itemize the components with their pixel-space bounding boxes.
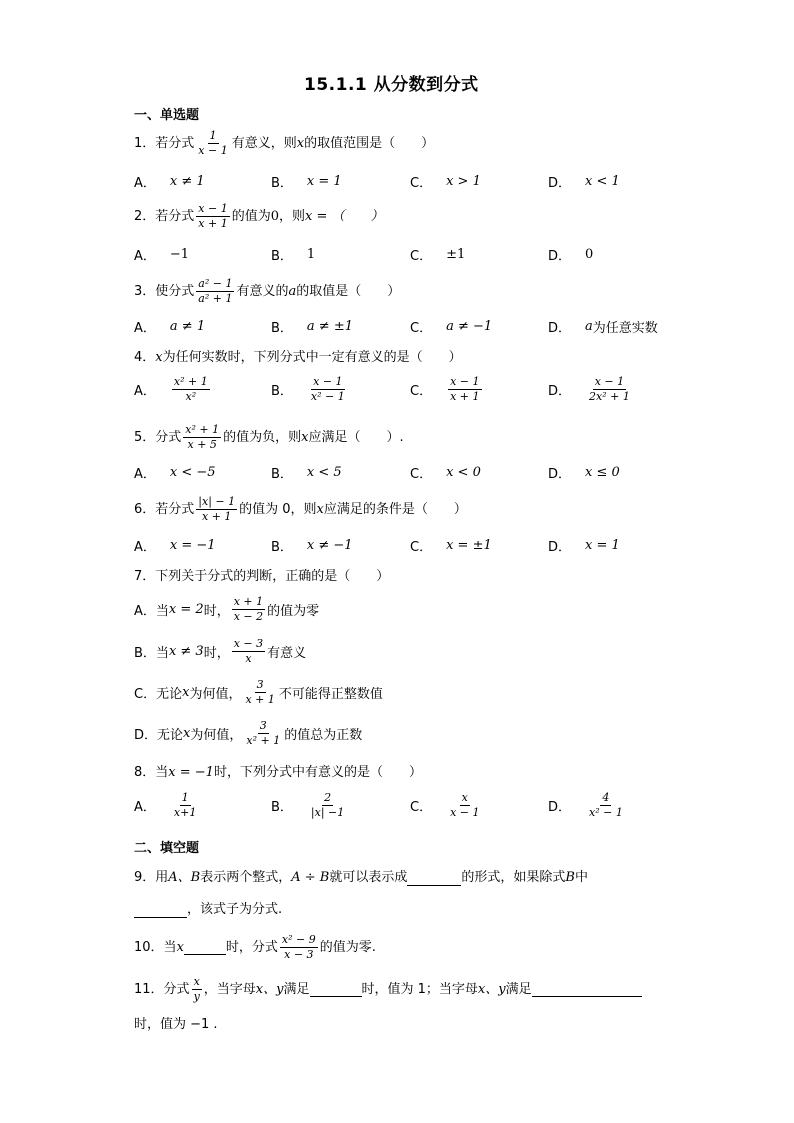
option-label: D． [548, 467, 572, 482]
option-d[interactable] [548, 536, 620, 555]
option-label: A． [134, 249, 156, 264]
option-label: D． [548, 800, 572, 815]
option-label: D． [548, 176, 572, 191]
option-text: x ≠ 1 [169, 174, 205, 189]
option-text: a ≠ ±1 [306, 319, 353, 334]
fraction [587, 792, 625, 819]
condition: x ≠ 3 [168, 644, 204, 659]
option-text: 有意义 [267, 646, 307, 661]
question-text: 时，分式 [225, 939, 278, 955]
question-text: 当 [155, 765, 169, 780]
option-d[interactable] [548, 376, 634, 403]
option-text: 当 [155, 646, 169, 661]
fraction-numerator: 3 [259, 719, 267, 732]
option-d[interactable] [548, 172, 620, 191]
section-heading-fill-blank: 二、填空题 [134, 841, 200, 856]
fraction-numerator: x − 3 [233, 637, 264, 650]
question-number: 4． [134, 350, 156, 365]
question-text: 时，下列分式中有意义的是（ ） [213, 765, 422, 780]
variable: x [176, 939, 184, 955]
variable: a [288, 283, 297, 299]
question-11-line-2 [134, 1015, 218, 1035]
fraction-denominator: x − 2 [233, 610, 264, 623]
option-text: 无论 [156, 687, 183, 702]
option-label: B． [271, 176, 293, 191]
variable: x [301, 429, 309, 445]
fraction-numerator: x + 1 [233, 595, 264, 608]
fraction [172, 792, 198, 819]
question-text: 使分式 [155, 283, 195, 299]
option-label: B． [271, 249, 293, 264]
option-text: x < 0 [446, 465, 481, 480]
question-text: 的值为零. [319, 939, 376, 955]
fraction-numerator: 2 [324, 791, 332, 804]
option-a[interactable] [134, 172, 205, 191]
option-text: x > 1 [446, 174, 481, 189]
option-label: A． [134, 800, 156, 815]
fraction-denominator: |x| −1 [310, 806, 345, 819]
option-text: 1 [306, 247, 316, 262]
question-number: 8． [134, 765, 156, 780]
option-label: A． [134, 176, 156, 191]
answer-blank[interactable] [310, 982, 362, 997]
option-label: A． [134, 540, 156, 555]
option-text: a ≠ 1 [169, 319, 206, 334]
option-b[interactable] [271, 172, 342, 191]
option-text: −1 [169, 247, 190, 262]
question-text: ，当字母 [203, 981, 256, 997]
option-c[interactable] [410, 376, 484, 403]
question-text: 的值为 [231, 208, 271, 224]
fraction-numerator: a² − 1 [198, 277, 233, 290]
answer-blank[interactable] [532, 982, 642, 997]
fraction [309, 376, 347, 403]
option-text: a ≠ −1 [446, 319, 493, 334]
option-text: x ≠ −1 [306, 538, 353, 553]
fraction-numerator: 1 [209, 129, 217, 142]
question-text: 若分式 [155, 208, 195, 224]
question-5 [134, 424, 404, 451]
question-text: 有意义，则 [231, 135, 297, 151]
fraction-denominator: x + 1 [245, 693, 275, 706]
fraction [192, 976, 202, 1003]
fraction-denominator: x + 1 [202, 510, 232, 523]
option-text: 为何值， [190, 728, 243, 743]
option-text: x < 5 [306, 465, 342, 480]
option-b[interactable] [271, 317, 353, 336]
option-text: ±1 [446, 247, 466, 262]
page-title: 15.1.1 从分数到分式 [304, 75, 479, 95]
fraction-numerator: x [461, 791, 468, 804]
fraction [448, 376, 481, 403]
option-b[interactable] [271, 245, 315, 264]
option-text: x = −1 [169, 538, 216, 553]
option-text: x ≤ 0 [585, 465, 620, 480]
option-text: 时， [203, 646, 230, 661]
option-a[interactable] [134, 376, 212, 403]
option-a[interactable] [134, 596, 319, 623]
option-label: A． [134, 467, 156, 482]
fraction-denominator: x² − 1 [589, 806, 623, 819]
fraction [448, 792, 481, 819]
question-number: 11． [134, 981, 164, 997]
question-text: 的取值是（ ） [296, 283, 401, 299]
option-label: C． [410, 249, 433, 264]
option-c[interactable] [410, 463, 481, 482]
question-2 [134, 203, 384, 230]
question-3 [134, 278, 400, 305]
question-text: 就可以表示成 [329, 870, 408, 885]
option-label: A． [134, 321, 156, 336]
question-text: x = （ ） [305, 208, 384, 224]
option-label: C． [410, 467, 433, 482]
option-text: 无论 [157, 728, 184, 743]
question-9 [134, 868, 588, 888]
question-number: 1． [134, 135, 156, 151]
fraction [244, 720, 282, 747]
fraction-denominator: x − 1 [198, 144, 228, 157]
answer-blank[interactable] [134, 903, 187, 918]
fraction-denominator: y [193, 990, 200, 1003]
variable: x、y [477, 981, 506, 997]
question-text: 满足 [283, 981, 310, 997]
question-text: 用 [155, 870, 169, 885]
fraction [243, 679, 276, 706]
option-c[interactable] [410, 536, 492, 555]
question-10 [134, 934, 376, 961]
option-label: B． [271, 384, 293, 399]
condition: x [183, 726, 191, 741]
fraction-denominator: x [245, 652, 252, 665]
option-label: B． [271, 540, 293, 555]
option-a[interactable] [134, 463, 216, 482]
fraction-denominator: x+1 [173, 806, 197, 819]
option-b[interactable] [271, 376, 349, 403]
question-number: 3． [134, 283, 156, 299]
option-label: C． [410, 800, 433, 815]
fraction [196, 203, 229, 230]
question-6 [134, 496, 467, 523]
fraction-denominator: x + 1 [450, 390, 480, 403]
option-text: 0 [585, 247, 594, 262]
option-label: D． [548, 249, 572, 264]
option-d[interactable] [548, 245, 593, 264]
option-label: C． [410, 384, 433, 399]
fraction-denominator: x² + 1 [246, 734, 281, 747]
fraction-numerator: |x| − 1 [198, 495, 236, 508]
fraction-numerator: x² + 1 [185, 423, 220, 436]
question-text: 满足 [505, 981, 532, 997]
fraction [196, 496, 237, 523]
fraction [309, 792, 346, 819]
fraction-numerator: 3 [256, 678, 264, 691]
question-text: 的值为 0，则 [239, 501, 317, 517]
fraction-numerator: x [193, 975, 200, 988]
fraction [183, 424, 221, 451]
fraction [280, 934, 318, 961]
option-c[interactable] [410, 245, 465, 264]
option-label: B． [271, 321, 293, 336]
condition: x [182, 685, 190, 700]
question-text: 的取值范围是（ ） [304, 135, 435, 151]
question-text: 下列关于分式的判断，正确的是（ ） [155, 569, 390, 584]
variable: A、B [168, 870, 201, 885]
fraction-numerator: x² − 9 [281, 933, 316, 946]
answer-blank[interactable] [407, 871, 461, 886]
question-text: 有意义的 [236, 283, 289, 299]
option-b[interactable] [271, 536, 353, 555]
option-label: D． [134, 728, 158, 743]
question-number: 10． [134, 939, 164, 955]
option-label: D． [548, 540, 572, 555]
option-label: D． [548, 384, 572, 399]
fraction [587, 376, 632, 403]
question-text: 应满足的条件是（ ） [323, 501, 467, 517]
option-label: A． [134, 604, 156, 619]
option-b[interactable] [134, 638, 306, 665]
option-label: C． [410, 540, 433, 555]
option-text: x < 1 [585, 174, 620, 189]
question-text: 表示两个整式， [200, 870, 292, 885]
fraction-numerator: 1 [181, 791, 189, 804]
option-text: 的值为零 [267, 604, 320, 619]
option-d[interactable] [548, 463, 620, 482]
question-text: ，则 [279, 208, 306, 224]
fraction [196, 278, 234, 305]
fraction-denominator: 2x² + 1 [589, 390, 630, 403]
question-text: 时，值为 1；当字母 [361, 981, 478, 997]
option-label: B． [271, 800, 293, 815]
fraction-denominator: x + 5 [187, 438, 217, 451]
option-a[interactable] [134, 245, 189, 264]
question-text: 分式 [163, 981, 190, 997]
option-c[interactable] [410, 172, 481, 191]
condition: x = −1 [168, 765, 214, 780]
question-11 [134, 976, 642, 1003]
question-text: 的形式，如果除式 [461, 870, 566, 885]
option-label: C． [410, 176, 433, 191]
fraction-denominator: x + 1 [198, 217, 228, 230]
option-label: C． [134, 687, 157, 702]
condition: x = 2 [168, 602, 204, 617]
option-c[interactable] [410, 792, 484, 819]
question-7 [134, 567, 389, 587]
option-text: 的值总为正数 [284, 728, 363, 743]
question-number: 5． [134, 429, 156, 445]
question-4 [134, 348, 462, 368]
option-c[interactable] [410, 317, 492, 336]
option-c[interactable] [134, 679, 383, 706]
question-text: 为任何实数时，下列分式中一定有意义的是（ ） [162, 350, 462, 365]
option-text: 当 [155, 604, 169, 619]
option-b[interactable] [271, 463, 342, 482]
question-text: 应满足（ ）. [308, 429, 404, 445]
fraction-numerator: x − 1 [450, 375, 480, 388]
option-label: C． [410, 321, 433, 336]
question-9-line-2 [134, 900, 282, 920]
fraction-denominator: x − 1 [450, 806, 480, 819]
fraction-numerator: x − 1 [313, 375, 343, 388]
question-number: 9． [134, 870, 156, 885]
fraction [232, 638, 265, 665]
option-label: B． [134, 646, 156, 661]
option-label: D． [548, 321, 572, 336]
option-text: 时， [203, 604, 230, 619]
option-a[interactable] [134, 536, 216, 555]
option-text: x = ±1 [446, 538, 492, 553]
option-d[interactable] [548, 792, 627, 819]
fraction-denominator: x² − 1 [310, 390, 345, 403]
fraction-denominator: x² [185, 390, 197, 403]
option-text: 为任意实数 [592, 321, 658, 336]
option-text: x = 1 [306, 174, 342, 189]
question-number: 6． [134, 501, 156, 517]
option-label: B． [271, 467, 293, 482]
question-text: 中 [574, 870, 588, 885]
option-label: A． [134, 384, 156, 399]
variable: x [316, 501, 324, 517]
question-text: 的值为负，则 [223, 429, 302, 445]
fraction-numerator: x² + 1 [173, 375, 208, 388]
question-1 [134, 130, 434, 157]
option-d[interactable] [134, 720, 362, 747]
fraction-numerator: 4 [602, 791, 610, 804]
option-a[interactable] [134, 317, 205, 336]
fraction-denominator: x − 3 [284, 948, 314, 961]
fraction-numerator: x − 1 [198, 202, 228, 215]
fraction [172, 376, 210, 403]
variable: x [155, 350, 163, 365]
fraction-numerator: x − 1 [594, 375, 625, 388]
fraction-denominator: a² + 1 [198, 292, 233, 305]
option-text: 不可能得正整数值 [278, 687, 383, 702]
question-8 [134, 763, 422, 783]
section-heading-single-choice: 一、单选题 [134, 108, 200, 123]
option-b[interactable] [271, 792, 348, 819]
option-text: x < −5 [169, 465, 216, 480]
question-number: 7． [134, 569, 156, 584]
question-text: 时，值为 −1 . [134, 1017, 218, 1032]
variable: x、y [255, 981, 284, 997]
option-text: x = 1 [585, 538, 620, 553]
question-text: 当 [163, 939, 177, 955]
question-text: 若分式 [155, 135, 195, 151]
question-number: 2． [134, 208, 156, 224]
question-text: ，该式子为分式. [187, 902, 283, 917]
question-text: 若分式 [155, 501, 195, 517]
variable: a [585, 319, 593, 334]
variable: x [296, 135, 305, 151]
number: 0 [270, 208, 280, 224]
answer-blank[interactable] [184, 940, 226, 955]
expression: A ÷ B [291, 870, 330, 885]
question-text: 分式 [155, 429, 182, 445]
fraction [196, 130, 229, 157]
variable: B [565, 870, 575, 885]
option-a[interactable] [134, 792, 200, 819]
fraction [232, 596, 265, 623]
option-d[interactable] [548, 317, 658, 336]
option-text: 为何值， [189, 687, 242, 702]
